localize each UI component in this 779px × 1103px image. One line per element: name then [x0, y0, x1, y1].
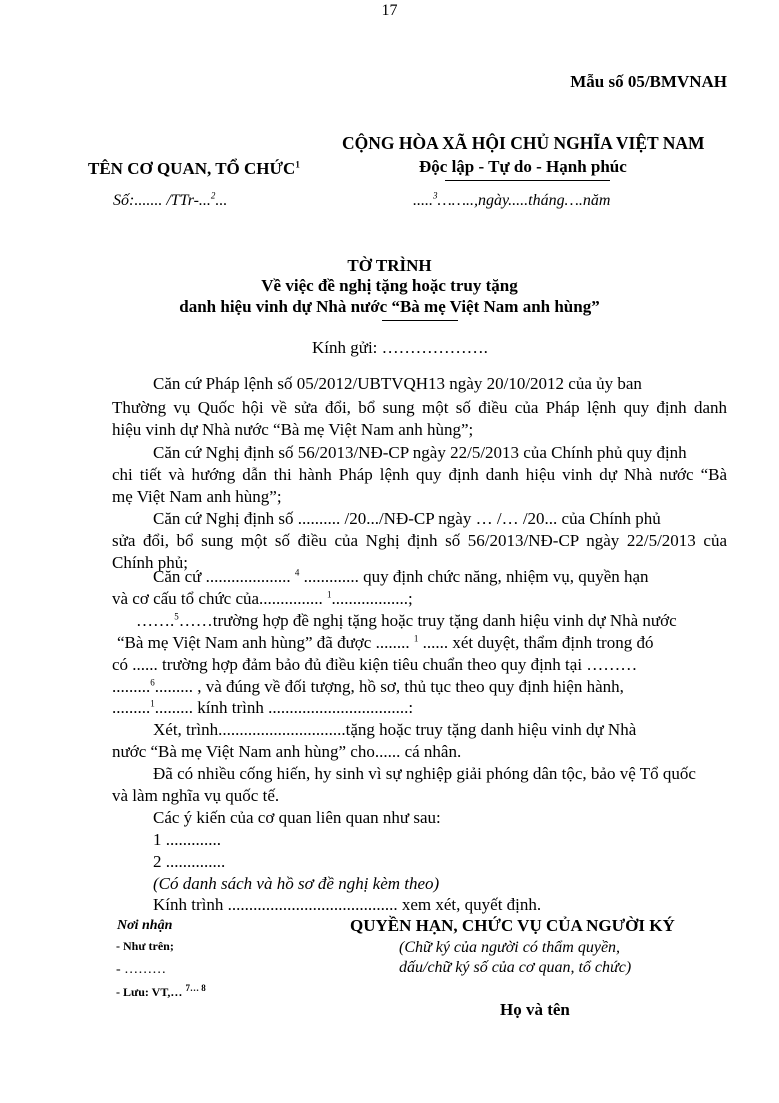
body-line: có ...... trường hợp đảm bảo đủ điều kiện tiêu chuẩn theo quy định tại ………	[112, 655, 638, 674]
body-line: và cơ cấu tổ chức của............... $^1$..................;	[112, 589, 413, 608]
title-underline	[382, 320, 458, 321]
page-number: 17	[381, 2, 398, 19]
body-line: sửa đổi, bổ sung một số điều của Nghị định số 56/2013/NĐ-CP ngày 22/5/2013 của	[112, 531, 727, 550]
body-line: Kính trình ........................................ xem xét, quyết định.	[153, 895, 542, 914]
body-line: mẹ Việt Nam anh hùng”;	[112, 487, 282, 506]
body-line: Xét, trình..............................tặng hoặc truy tặng danh hiệu vinh dự Nhà	[153, 720, 637, 739]
signer-name: Họ và tên	[500, 1000, 570, 1019]
body-line: và làm nghĩa vụ quốc tế.	[112, 786, 280, 805]
motto-underline	[445, 180, 610, 181]
body-line: Căn cứ Pháp lệnh số 05/2012/UBTVQH13 ngày 20/10/2012 của ủy ban	[153, 374, 642, 393]
body-line: “Bà mẹ Việt Nam anh hùng” đã được ........ $^1$ ...... xét duyệt, thẩm định trong đó	[117, 633, 654, 652]
document-number: Số:....... /TTr-...$^2$...	[113, 190, 228, 209]
document-subject-line-2: danh hiệu vinh dự Nhà nước “Bà mẹ Việt Nam anh hùng”	[179, 297, 600, 316]
body-line: Căn cứ Nghị định số .......... /20.../NĐ-CP ngày … /… /20... của Chính phủ	[153, 509, 661, 528]
body-line: …….$^5$……trường hợp đề nghị tặng hoặc truy tặng danh hiệu vinh dự Nhà nước	[136, 611, 677, 630]
national-motto: Độc lập - Tự do - Hạnh phúc	[419, 157, 627, 176]
body-line: (Có danh sách và hồ sơ đề nghị kèm theo)	[153, 874, 440, 893]
body-line: nước “Bà mẹ Việt Nam anh hùng” cho...... cá nhân.	[112, 742, 462, 761]
recipient-item: - Lưu: VT,… $^{7\dots 8}$	[116, 983, 206, 999]
body-line: Đã có nhiều cống hiến, hy sinh vì sự nghiệp giải phóng dân tộc, bảo vệ Tổ quốc	[153, 764, 696, 783]
recipient-item: - Như trên;	[116, 939, 174, 953]
footnote-ref: 1	[295, 159, 300, 170]
body-line: Chính phủ;	[112, 553, 189, 572]
signature-note: (Chữ ký của người có thẩm quyền,	[399, 939, 621, 956]
agency-name: TÊN CƠ QUAN, TỔ CHỨC$^1$	[88, 159, 300, 178]
body-line: hiệu vinh dự Nhà nước “Bà mẹ Việt Nam anh hùng”;	[112, 420, 474, 439]
body-line: .........$^1$......... kính trình .................................:	[112, 698, 414, 717]
document-subject-line-1: Về việc đề nghị tặng hoặc truy tặng	[261, 276, 518, 295]
document-title: TỜ TRÌNH	[347, 256, 432, 275]
recipient-item: - ………	[116, 962, 167, 977]
addressee-line: Kính gửi: ……………….	[312, 338, 488, 357]
form-number: Mẫu số 05/BMVNAH	[570, 72, 727, 91]
place-date: .....$^3$……..,ngày.....tháng….năm	[413, 190, 611, 209]
body-line: chi tiết và hướng dẫn thi hành Pháp lệnh quy định danh hiệu vinh dự Nhà nước “Bà	[112, 465, 727, 484]
signature-note: dấu/chữ ký số của cơ quan, tổ chức)	[399, 959, 632, 976]
body-line: .........$^6$......... , và đúng về đối tượng, hồ sơ, thủ tục theo quy định hiện hành,	[112, 677, 624, 696]
body-line: Thường vụ Quốc hội về sửa đổi, bổ sung một số điều của Pháp lệnh quy định danh	[112, 398, 727, 417]
body-line: Căn cứ Nghị định số 56/2013/NĐ-CP ngày 22/5/2013 của Chính phủ quy định	[153, 443, 687, 462]
body-line: 2 ..............	[153, 852, 226, 871]
recipients-title: Nơi nhận	[117, 918, 173, 933]
body-line: Các ý kiến của cơ quan liên quan như sau:	[153, 808, 441, 827]
body-line: Căn cứ .................... $^4$ ............. quy định chức năng, nhiệm vụ, quyền hạn	[153, 567, 649, 586]
signer-authority: QUYỀN HẠN, CHỨC VỤ CỦA NGƯỜI KÝ	[350, 916, 675, 935]
country-name: CỘNG HÒA XÃ HỘI CHỦ NGHĨA VIỆT NAM	[342, 133, 705, 153]
body-line: 1 .............	[153, 830, 221, 849]
